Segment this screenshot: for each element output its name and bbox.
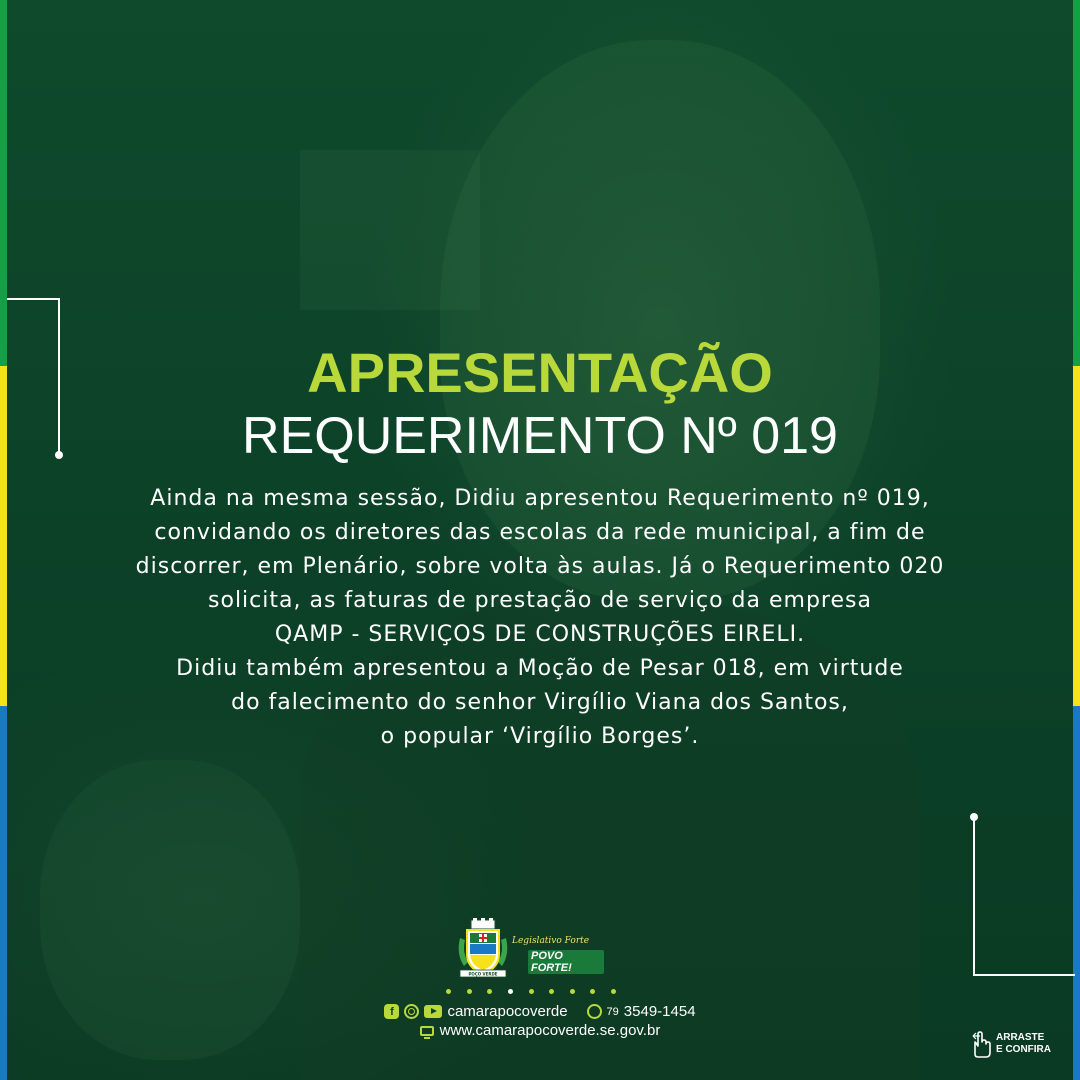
whatsapp-icon[interactable]: [587, 1004, 602, 1019]
swipe-hand-icon: [972, 1030, 992, 1058]
body-line: solicita, as faturas de prestação de serviço da empresa: [208, 588, 872, 613]
municipal-seal-icon: [454, 918, 512, 980]
facebook-icon[interactable]: f: [384, 1004, 399, 1019]
bottom-right-bracket: [973, 818, 1075, 976]
contact-row: [0, 1003, 1080, 1020]
swipe-text: [996, 1032, 1051, 1056]
carousel-dot[interactable]: [446, 989, 451, 994]
page-title: APRESENTAÇÃO: [307, 341, 773, 404]
left-green-bar: [0, 0, 7, 366]
camara-logo: [454, 918, 604, 980]
body-line: discorrer, em Plenário, sobre volta às aulas. Já o Requerimento 020: [135, 554, 945, 579]
website-link[interactable]: www.camarapocoverde.se.gov.br: [439, 1022, 661, 1039]
carousel-dot[interactable]: [570, 989, 575, 994]
carousel-dot[interactable]: [487, 989, 492, 994]
social-handle[interactable]: camarapocoverde: [447, 1003, 568, 1020]
body-line: Didiu também apresentou a Moção de Pesar 018, em virtude: [176, 656, 904, 681]
phone-ddd: 79: [606, 1005, 619, 1018]
instagram-icon[interactable]: [404, 1004, 419, 1019]
bottom-right-bracket-dot: [970, 813, 978, 821]
carousel-dot[interactable]: [529, 989, 534, 994]
website-row: [0, 1022, 1080, 1039]
body-text: [60, 482, 1020, 754]
carousel-dot[interactable]: [549, 989, 554, 994]
seal-label: POÇO VERDE: [468, 971, 498, 977]
logo-slogan: [512, 936, 604, 974]
swipe-line1: ARRASTE: [996, 1032, 1045, 1043]
body-line: Ainda na mesma sessão, Didiu apresentou Requerimento nº 019,: [150, 486, 930, 511]
monitor-icon: [420, 1026, 434, 1036]
slogan-line2: POVO FORTE!: [528, 950, 604, 974]
body-line: do falecimento do senhor Virgílio Viana dos Santos,: [231, 690, 849, 715]
carousel-dot[interactable]: [590, 989, 595, 994]
youtube-icon[interactable]: [424, 1005, 442, 1018]
carousel-dot[interactable]: [467, 989, 472, 994]
swipe-hint[interactable]: [972, 1030, 1068, 1060]
slogan-line1: Legislativo Forte: [512, 936, 590, 946]
right-green-bar: [1073, 0, 1080, 366]
swipe-line2: E CONFIRA: [996, 1044, 1051, 1055]
phone-number[interactable]: 3549-1454: [623, 1003, 696, 1020]
body-line: o popular ‘Virgílio Borges’.: [380, 724, 700, 749]
body-line: convidando os diretores das escolas da rede municipal, a fim de: [154, 520, 926, 545]
page-subtitle: REQUERIMENTO Nº 019: [242, 407, 838, 465]
body-line: QAMP - SERVIÇOS DE CONSTRUÇÕES EIRELI.: [274, 622, 806, 647]
carousel-dot[interactable]: [611, 989, 616, 994]
carousel-dots: [446, 989, 616, 995]
carousel-dot-active[interactable]: [508, 989, 513, 994]
